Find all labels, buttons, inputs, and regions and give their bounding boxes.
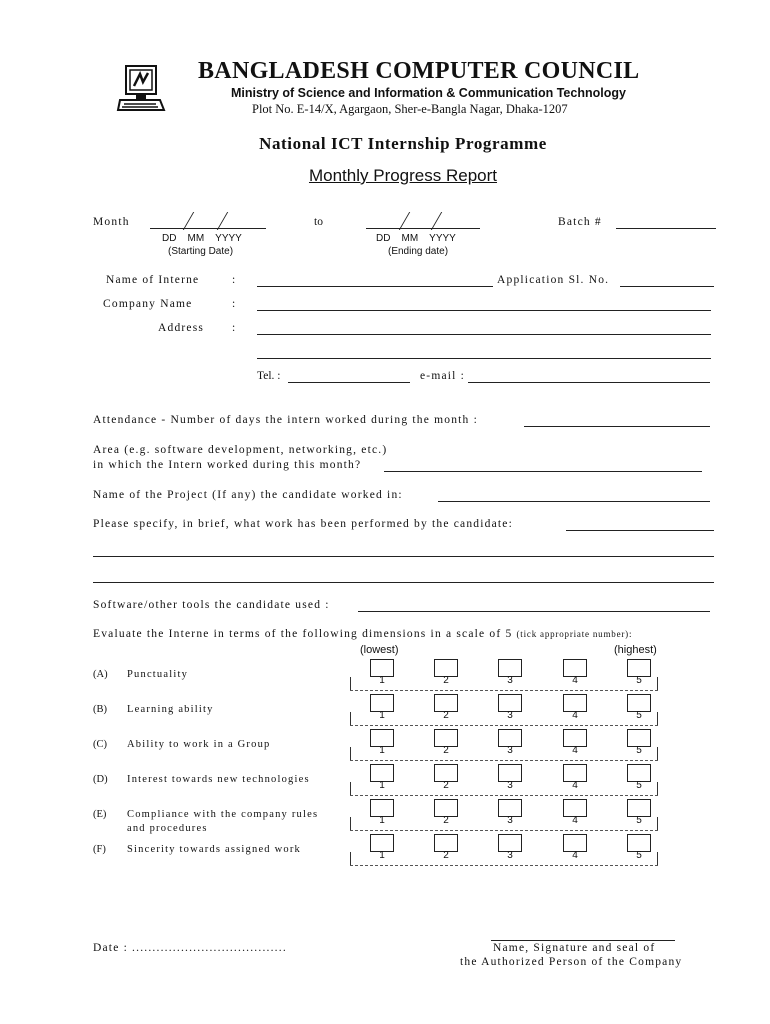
tel-label: Tel. :: [257, 370, 281, 382]
computer-monitor-icon: [116, 62, 166, 114]
rating-number: 4: [572, 815, 578, 826]
rating-number: 4: [572, 745, 578, 756]
scale-tick: [350, 817, 351, 830]
scale-rule: [350, 725, 658, 726]
rating-number: 2: [443, 745, 449, 756]
logo: [116, 62, 166, 119]
rating-number: 4: [572, 850, 578, 861]
address-field-line1[interactable]: [257, 334, 711, 335]
attendance-label: Attendance - Number of days the intern worked during the month :: [93, 414, 478, 426]
rating-number: 3: [507, 675, 513, 686]
rating-number: 1: [379, 710, 385, 721]
colon: :: [232, 274, 236, 286]
scale-tick: [657, 782, 658, 795]
month-label: Month: [93, 216, 130, 228]
start-date-format: DD MM YYYY: [162, 233, 242, 244]
rating-number: 1: [379, 815, 385, 826]
scale-tick: [657, 747, 658, 760]
evaluation-item-label: Interest towards new technologies: [127, 774, 310, 785]
email-field[interactable]: [468, 382, 710, 383]
rating-number: 3: [507, 745, 513, 756]
highest-label: (highest): [614, 644, 657, 656]
scale-rule: [350, 865, 658, 866]
rating-number: 5: [636, 815, 642, 826]
rating-number: 2: [443, 710, 449, 721]
rating-number: 5: [636, 780, 642, 791]
batch-field[interactable]: [616, 228, 716, 229]
evaluation-intro-note: (tick appropriate number):: [516, 629, 633, 639]
work-performed-label: Please specify, in brief, what work has been performed by the candidate:: [93, 518, 513, 530]
scale-tick: [657, 712, 658, 725]
rating-number: 3: [507, 850, 513, 861]
evaluation-intro: [93, 628, 632, 640]
work-performed-field[interactable]: [566, 530, 714, 531]
area-field[interactable]: [384, 471, 702, 472]
scale-rule: [350, 830, 658, 831]
company-name-label: Company Name: [103, 298, 193, 310]
rating-number: 1: [379, 675, 385, 686]
scale-tick: [350, 747, 351, 760]
ministry-name: Ministry of Science and Information & Communication Technology: [231, 86, 626, 100]
evaluation-item-letter: (B): [93, 704, 107, 715]
tools-label: Software/other tools the candidate used :: [93, 599, 330, 611]
end-date-field[interactable]: [366, 212, 480, 230]
tools-field[interactable]: [358, 611, 710, 612]
rating-number: 4: [572, 675, 578, 686]
email-label: e-mail :: [420, 370, 466, 382]
end-date-format: DD MM YYYY: [376, 233, 456, 244]
application-sl-field[interactable]: [620, 286, 714, 287]
colon: :: [232, 298, 236, 310]
rating-number: 1: [379, 745, 385, 756]
rating-number: 5: [636, 850, 642, 861]
attendance-field[interactable]: [524, 426, 710, 427]
intern-name-field[interactable]: [257, 286, 493, 287]
org-address: Plot No. E-14/X, Agargaon, Sher-e-Bangla Nagar, Dhaka-1207: [252, 102, 568, 116]
rating-number: 2: [443, 780, 449, 791]
colon: :: [232, 322, 236, 334]
rating-number: 3: [507, 710, 513, 721]
rating-number: 1: [379, 850, 385, 861]
rating-number: 5: [636, 675, 642, 686]
starting-date-caption: (Starting Date): [168, 246, 234, 257]
work-performed-line3[interactable]: [93, 582, 714, 583]
evaluation-item-letter: (D): [93, 774, 108, 785]
scale-rule: [350, 760, 658, 761]
evaluation-item-letter: (E): [93, 809, 107, 820]
rating-number: 5: [636, 710, 642, 721]
scale-rule: [350, 795, 658, 796]
rating-number: 2: [443, 675, 449, 686]
evaluation-intro-text: Evaluate the Interne in terms of the following dimensions in a scale of 5: [93, 628, 513, 640]
evaluation-item-label: Punctuality: [127, 669, 189, 680]
signature-caption-line2: the Authorized Person of the Company: [460, 956, 683, 968]
scale-tick: [350, 782, 351, 795]
signature-caption-line1: Name, Signature and seal of: [493, 942, 656, 954]
project-label: Name of the Project (If any) the candidate worked in:: [93, 489, 403, 501]
intern-name-label: Name of Interne: [106, 274, 200, 286]
date-label: Date : ......................................: [93, 942, 287, 954]
rating-number: 1: [379, 780, 385, 791]
lowest-label: (lowest): [360, 644, 399, 656]
evaluation-item-label: Compliance with the company rules: [127, 809, 319, 820]
org-name: BANGLADESH COMPUTER COUNCIL: [198, 58, 640, 84]
evaluation-item-label: Ability to work in a Group: [127, 739, 271, 750]
address-label: Address: [158, 322, 205, 334]
programme-title: National ICT Internship Programme: [259, 134, 547, 153]
scale-tick: [657, 677, 658, 690]
start-date-field[interactable]: [150, 212, 266, 230]
area-label-line2: in which the Intern worked during this month?: [93, 459, 362, 471]
project-field[interactable]: [438, 501, 710, 502]
batch-label: Batch #: [558, 216, 602, 228]
scale-tick: [657, 852, 658, 865]
report-title: Monthly Progress Report: [308, 166, 498, 185]
rating-number: 3: [507, 815, 513, 826]
work-performed-line2[interactable]: [93, 556, 714, 557]
ending-date-caption: (Ending date): [388, 246, 449, 257]
scale-tick: [657, 817, 658, 830]
rating-number: 4: [572, 780, 578, 791]
rating-number: 4: [572, 710, 578, 721]
signature-line[interactable]: [491, 940, 675, 941]
scale-tick: [350, 852, 351, 865]
evaluation-item-letter: (F): [93, 844, 106, 855]
scale-tick: [350, 677, 351, 690]
area-label-line1: Area (e.g. software development, networking, etc.): [93, 444, 388, 456]
evaluation-item-letter: (A): [93, 669, 108, 680]
rating-number: 5: [636, 745, 642, 756]
evaluation-item-label-line2: and procedures: [127, 823, 208, 834]
scale-tick: [350, 712, 351, 725]
application-sl-label: Application Sl. No.: [497, 274, 610, 286]
rating-number: 2: [443, 815, 449, 826]
evaluation-item-label: Sincerity towards assigned work: [127, 844, 301, 855]
tel-field[interactable]: [288, 382, 410, 383]
rating-number: 2: [443, 850, 449, 861]
to-label: to: [314, 216, 323, 228]
evaluation-item-letter: (C): [93, 739, 107, 750]
evaluation-item-label: Learning ability: [127, 704, 214, 715]
company-name-field[interactable]: [257, 310, 711, 311]
address-field-line2[interactable]: [257, 358, 711, 359]
scale-rule: [350, 690, 658, 691]
rating-number: 3: [507, 780, 513, 791]
